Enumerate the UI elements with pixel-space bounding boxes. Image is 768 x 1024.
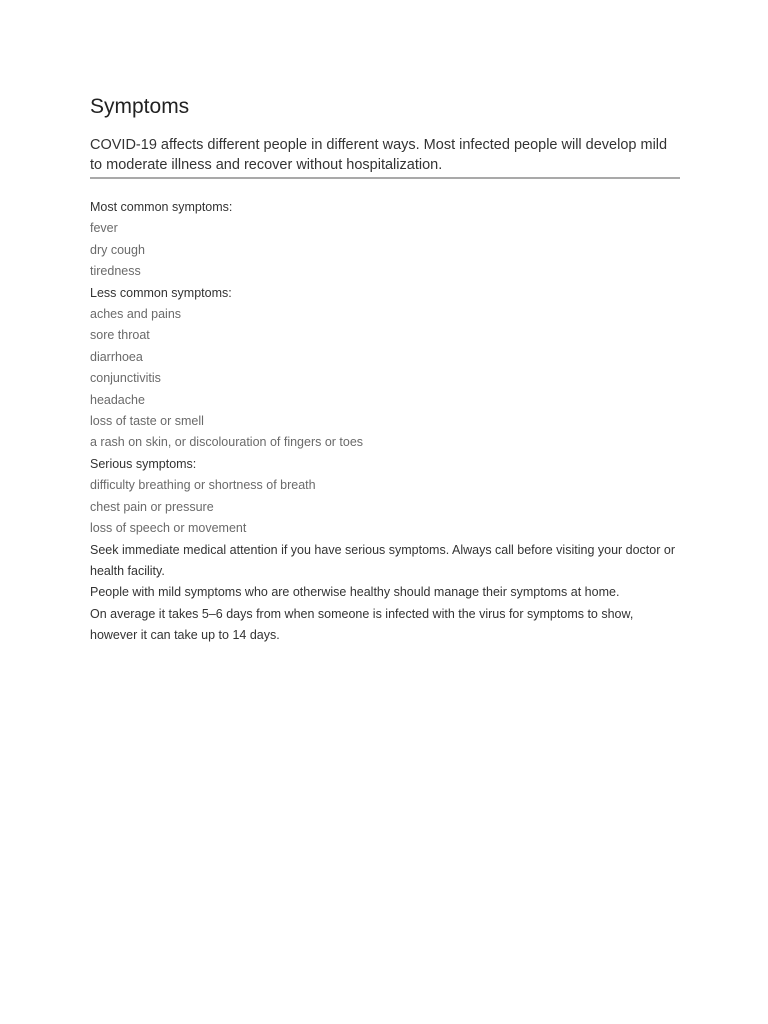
intro-paragraph: COVID-19 affects different people in different ways. Most infected people will develop mild to moderate illness and recover without hospitalization.	[90, 135, 680, 179]
symptom-item: aches and pains	[90, 307, 182, 322]
section-heading-serious: Serious symptoms:	[90, 456, 197, 471]
symptom-item: conjunctivitis	[90, 371, 161, 386]
symptom-item: diarrhoea	[90, 349, 143, 364]
advice-paragraph: People with mild symptoms who are otherwise healthy should manage their symptoms at home.	[90, 585, 620, 600]
symptom-item: difficulty breathing or shortness of breath	[90, 478, 316, 493]
symptom-item: sore throat	[90, 328, 150, 343]
symptom-item: loss of taste or smell	[90, 414, 204, 429]
symptom-item: headache	[90, 392, 145, 407]
page-title: Symptoms	[90, 95, 190, 118]
document-content	[90, 94, 680, 647]
symptom-item: chest pain or pressure	[90, 499, 214, 514]
symptoms-list	[90, 197, 680, 647]
section-heading-most-common: Most common symptoms:	[90, 200, 233, 214]
symptom-item: a rash on skin, or discolouration of fingers or toes	[90, 435, 364, 450]
section-heading-less-common: Less common symptoms:	[90, 285, 232, 300]
symptom-item: dry cough	[90, 242, 145, 257]
symptom-item: tiredness	[90, 264, 141, 279]
symptom-item: fever	[90, 221, 118, 236]
advice-paragraph: Seek immediate medical attention if you have serious symptoms. Always call before visiting your doctor or health facility.	[90, 542, 675, 578]
symptom-item: loss of speech or movement	[90, 521, 247, 536]
advice-paragraph: On average it takes 5–6 days from when someone is infected with the virus for symptoms to show, however it can take up to 14 days.	[90, 606, 634, 643]
